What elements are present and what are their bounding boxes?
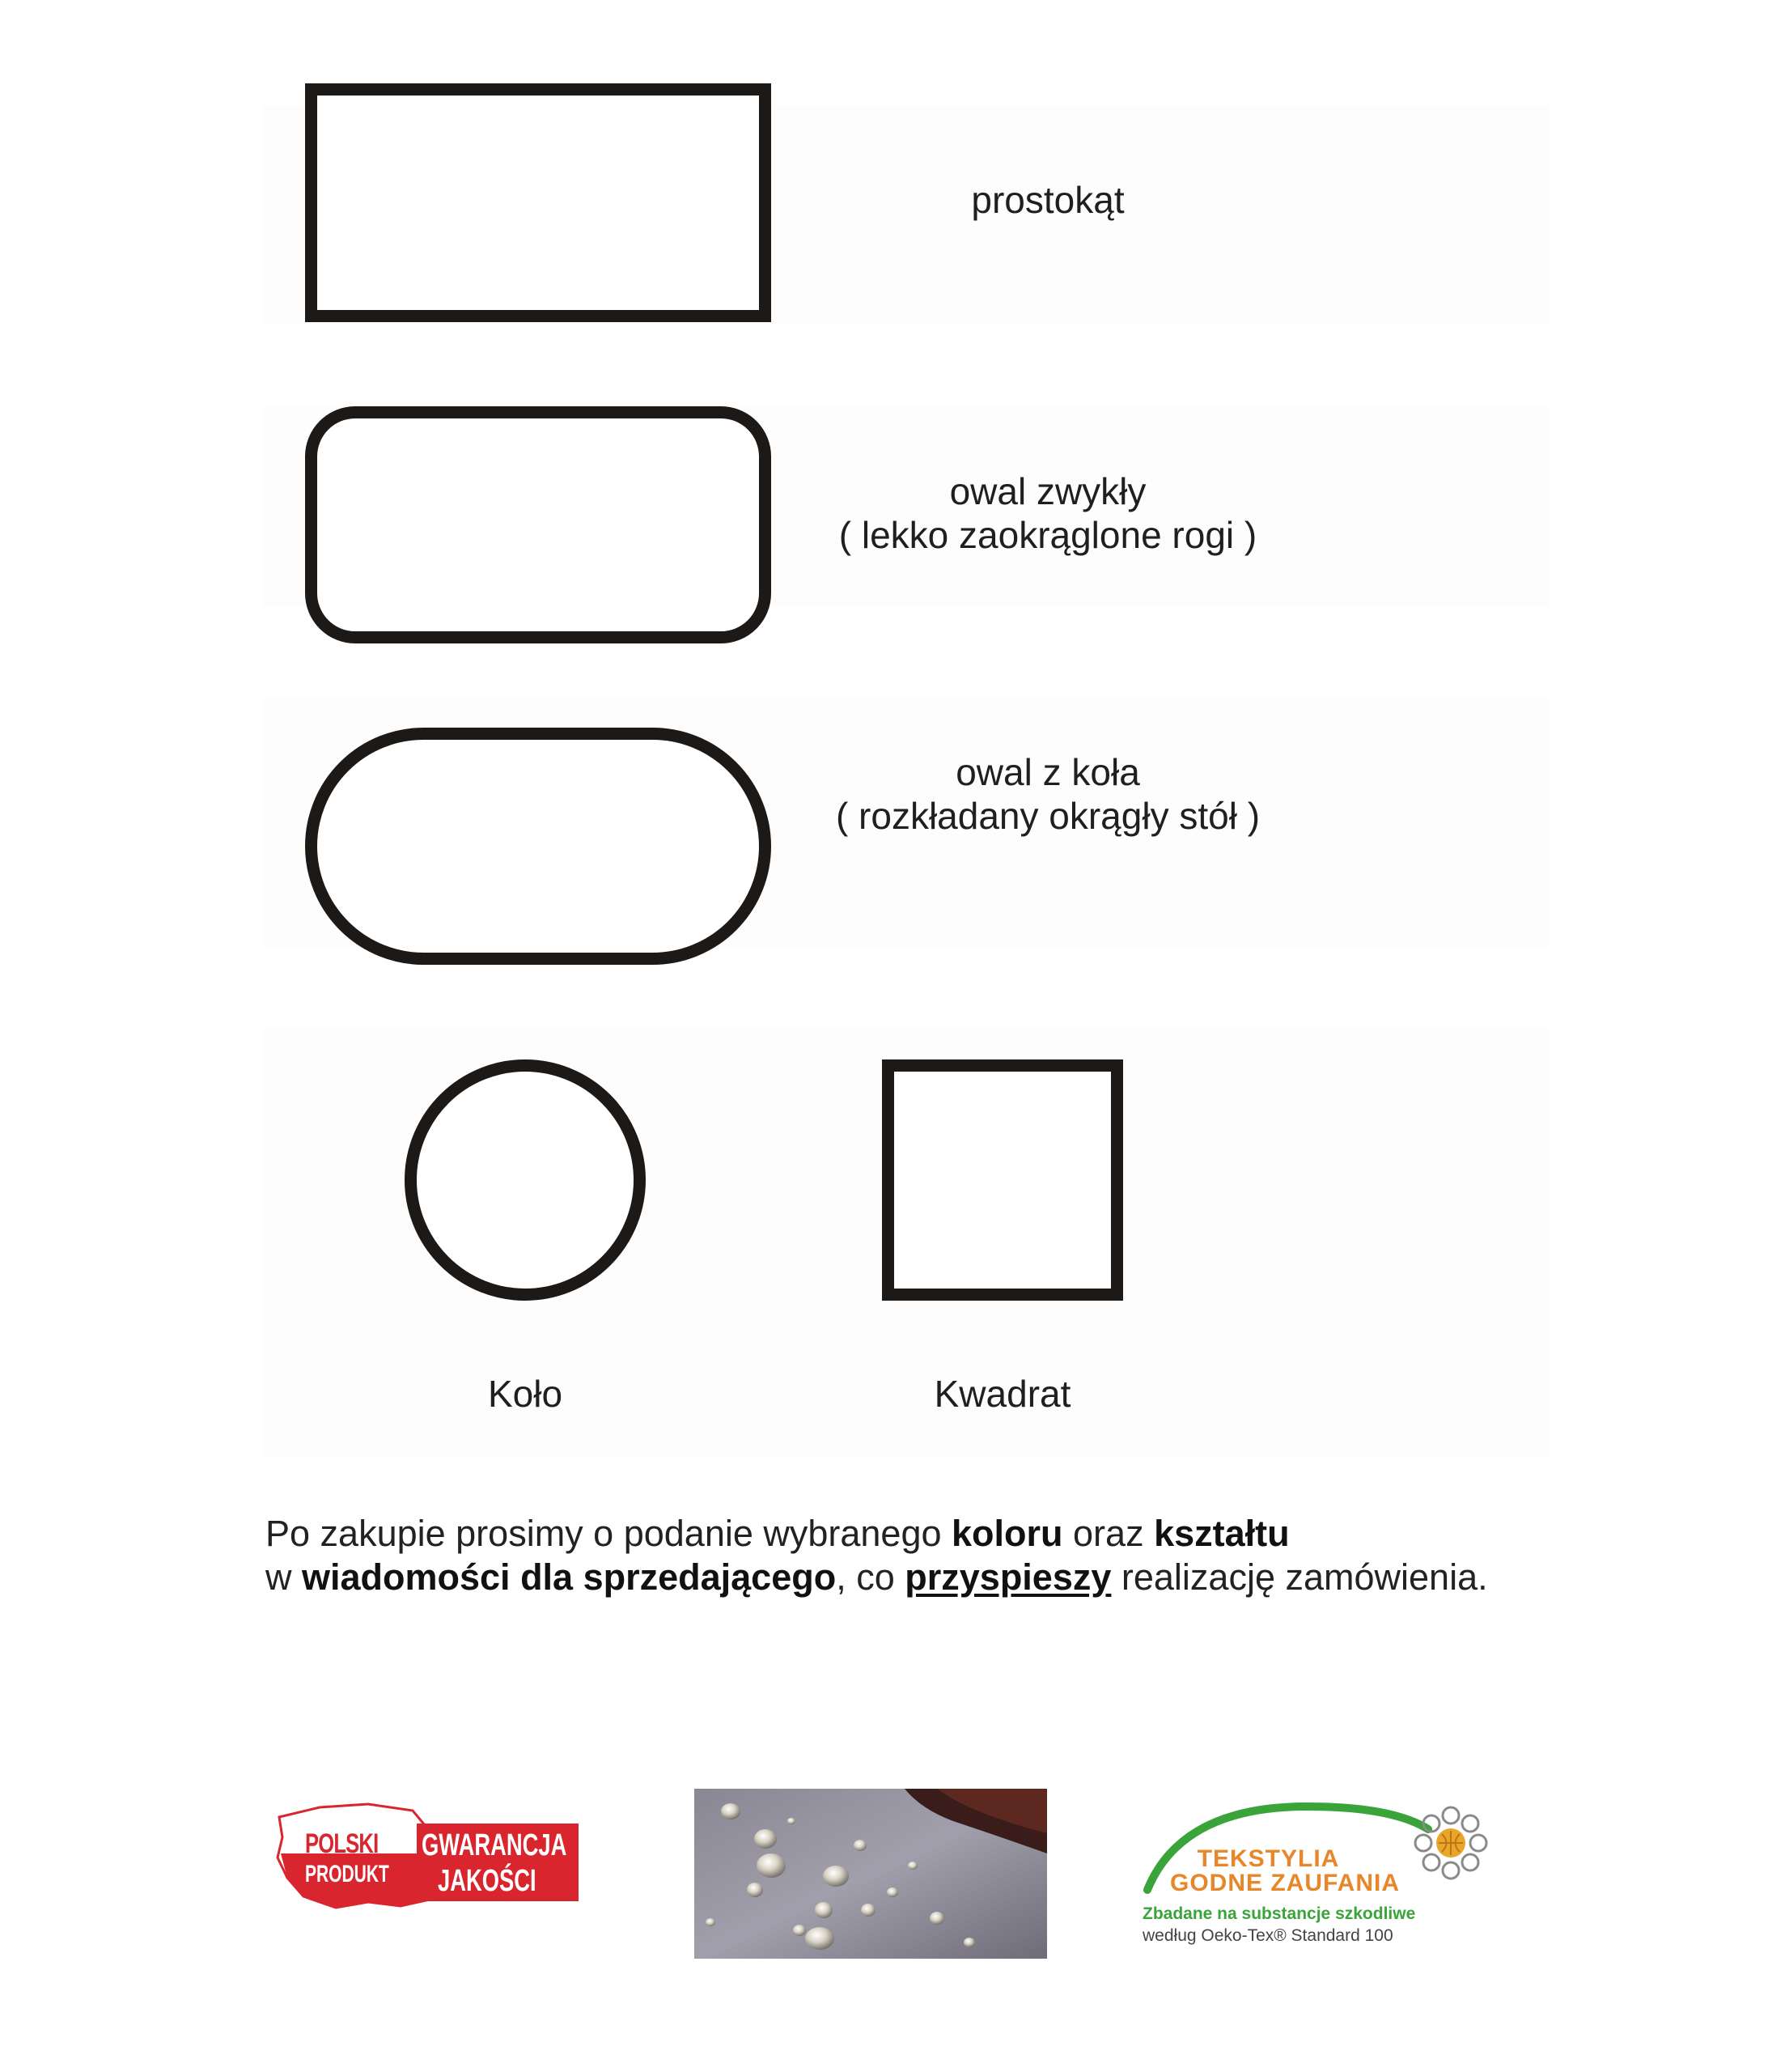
oeko-sub-line2: według Oeko-Tex® Standard 100	[1143, 1926, 1393, 1945]
polski-word: POLSKI	[305, 1828, 379, 1859]
circle-label-text: Koło	[487, 1373, 563, 1415]
square-shape	[882, 1059, 1123, 1301]
oeko-title-line2: GODNE ZAUFANIA	[1170, 1870, 1400, 1896]
oval-circle-label-line2: ( rozkładany okrągły stół )	[835, 795, 1261, 837]
note-text: oraz	[1062, 1513, 1155, 1554]
note-text: , co	[836, 1556, 905, 1598]
order-note	[265, 1512, 1488, 1599]
note-text: realizację zamówienia.	[1111, 1556, 1488, 1598]
note-text: w	[265, 1556, 302, 1598]
order-note-line1	[265, 1512, 1488, 1556]
circle-shape	[405, 1059, 646, 1301]
oval-regular-shape	[305, 406, 771, 643]
rectangle-label-text: prostokąt	[971, 179, 1125, 221]
note-bold-underline: przyspieszy	[905, 1556, 1112, 1598]
square-label-text: Kwadrat	[934, 1373, 1071, 1415]
note-bold-message: wiadomości dla sprzedającego	[302, 1556, 837, 1598]
oval-circle-label-line1: owal z koła	[956, 751, 1140, 793]
note-bold-color: koloru	[952, 1513, 1063, 1554]
gwarancja-word: GWARANCJA	[422, 1828, 567, 1862]
oval-circle-label	[801, 750, 1295, 838]
oeko-sub-line1: Zbadane na substancje szkodliwe	[1143, 1904, 1416, 1923]
oeko-tex-badge	[1133, 1797, 1513, 1959]
oval-regular-label	[801, 469, 1295, 557]
oval-circle-shape	[305, 728, 771, 965]
circle-label	[405, 1372, 646, 1416]
rectangle-label	[842, 178, 1254, 222]
produkt-word: PRODUKT	[305, 1861, 389, 1887]
jakosci-word: JAKOŚCI	[438, 1864, 536, 1898]
rectangle-shape	[305, 83, 771, 322]
oval-regular-label-line1: owal zwykły	[949, 470, 1147, 512]
oval-regular-label-line2: ( lekko zaokrąglone rogi )	[838, 514, 1257, 556]
square-label	[882, 1372, 1123, 1416]
polski-produkt-badge	[271, 1793, 587, 1914]
water-droplets-image	[694, 1789, 1047, 1959]
order-note-line2	[265, 1556, 1488, 1599]
oeko-title-line1: TEKSTYLIA	[1197, 1845, 1340, 1872]
note-bold-shape: kształtu	[1154, 1513, 1290, 1554]
water-droplets-photo	[694, 1789, 1047, 1959]
note-text: Po zakupie prosimy o podanie wybranego	[265, 1513, 952, 1554]
